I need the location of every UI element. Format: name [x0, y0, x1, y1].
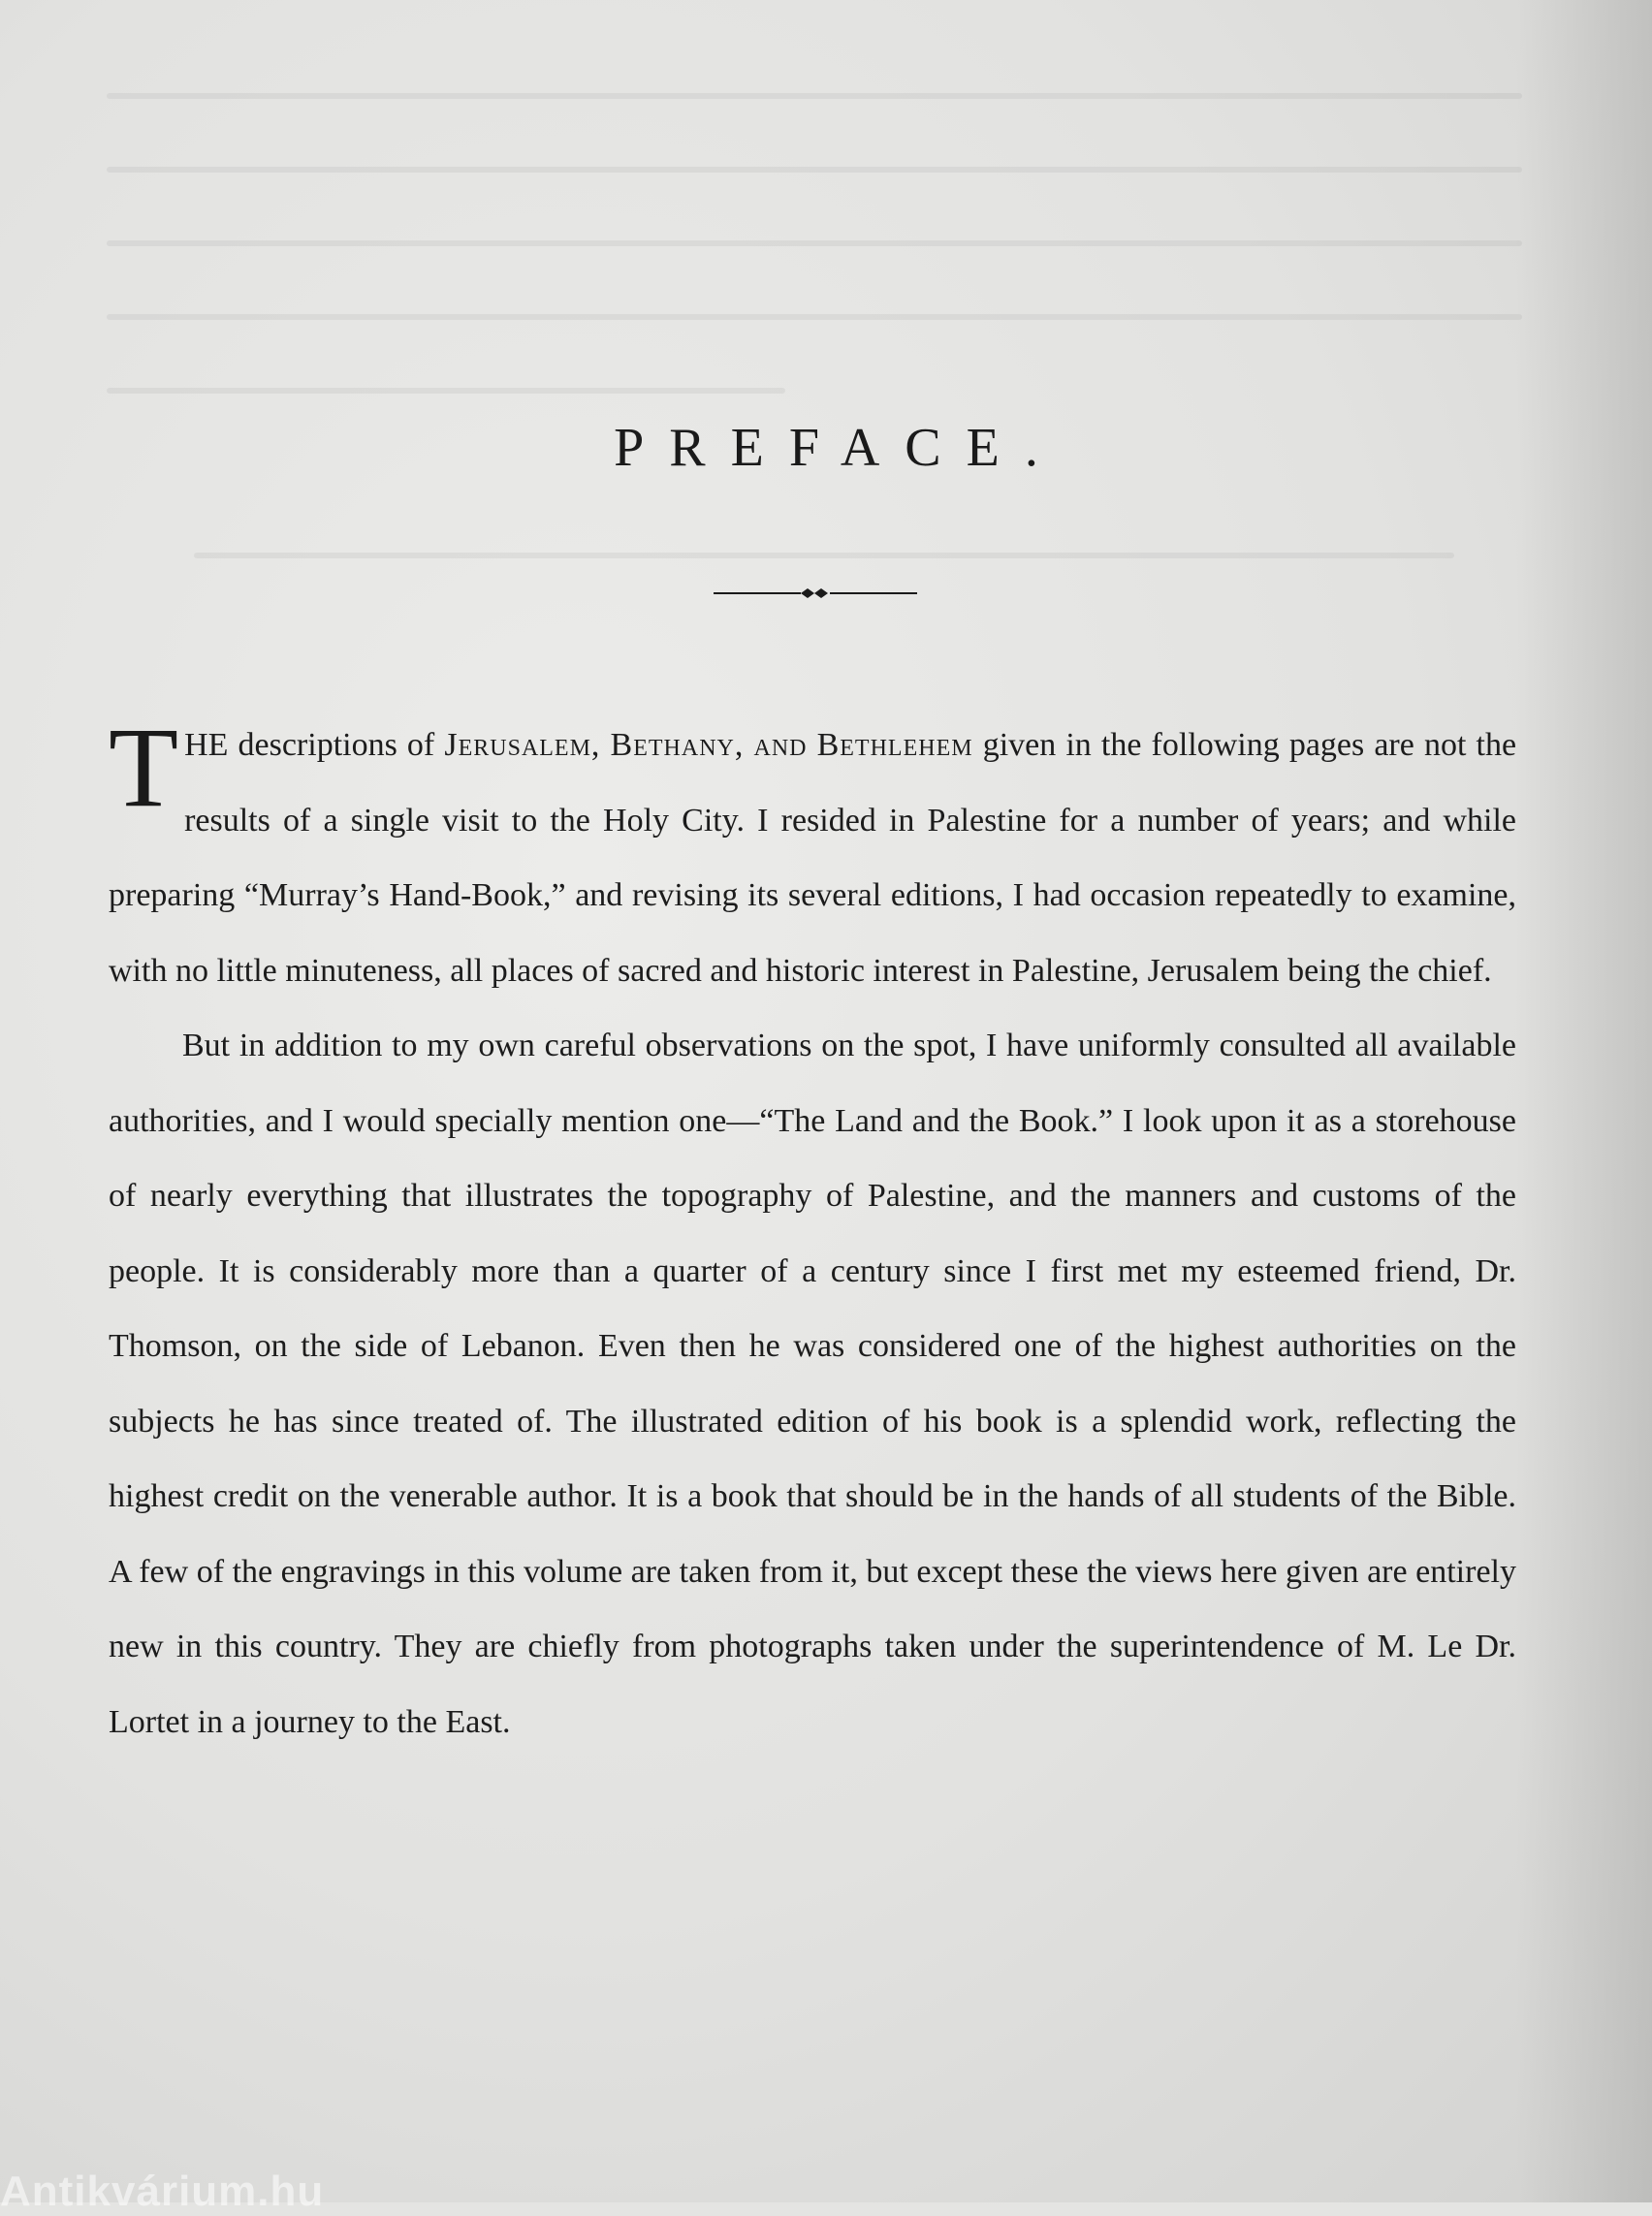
show-through-line [107, 314, 1522, 320]
drop-cap: T [109, 704, 179, 831]
paragraph-1 [109, 704, 1517, 1008]
watermark: Antikvárium.hu [0, 2168, 325, 2215]
conjunction-and: and [753, 727, 808, 763]
place-name-bethany: Bethany, [610, 727, 745, 763]
paragraph-1-rest: given in the following pages are not the results of a single visit to the Holy City. I resided in Palestine for a number of years; and while preparing “Murray’s Hand-Book,” and revising its several editions, I had occasion repeatedly to examine, with no little minuteness, all places of sacred and historic interest in Palestine, Jerusalem being the chief. [109, 727, 1517, 989]
paragraph-1-lead: HE descriptions of [184, 727, 435, 763]
preface-body [109, 704, 1517, 1759]
place-name-jerusalem: Jerusalem, [444, 727, 601, 763]
show-through-line [107, 167, 1522, 173]
show-through-line [107, 240, 1522, 246]
show-through-line [194, 553, 1454, 558]
double-diamond-rule-icon [714, 582, 917, 605]
paragraph-2: But in addition to my own careful observations on the spot, I have uniformly consulted all available authorities, and I would specially mention one—“The Land and the Book.” I look upon it as a storehouse of nearly everything that illustrates the topography of Palestine, and the manners and customs of the people. It is considerably more than a quarter of a century since I first met my esteemed friend, Dr. Thomson, on the side of Lebanon. Even then he was considered one of the highest authorities on the subjects he has since treated of. The illustrated edition of his book is a splendid work, reflecting the highest credit on the venerable author. It is a book that should be in the hands of all students of the Bible. A few of the engravings in this volume are taken from it, but except these the views here given are entirely new in this country. They are chiefly from photographs taken under the superintendence of M. Le Dr. Lortet in a journey to the East. [109, 1028, 1516, 1740]
show-through-line [107, 388, 785, 394]
show-through-line [107, 93, 1522, 99]
page-title: PREFACE. [614, 418, 1064, 478]
page-edge-shadow [1516, 0, 1652, 2202]
place-name-bethlehem: Bethlehem [816, 727, 973, 763]
